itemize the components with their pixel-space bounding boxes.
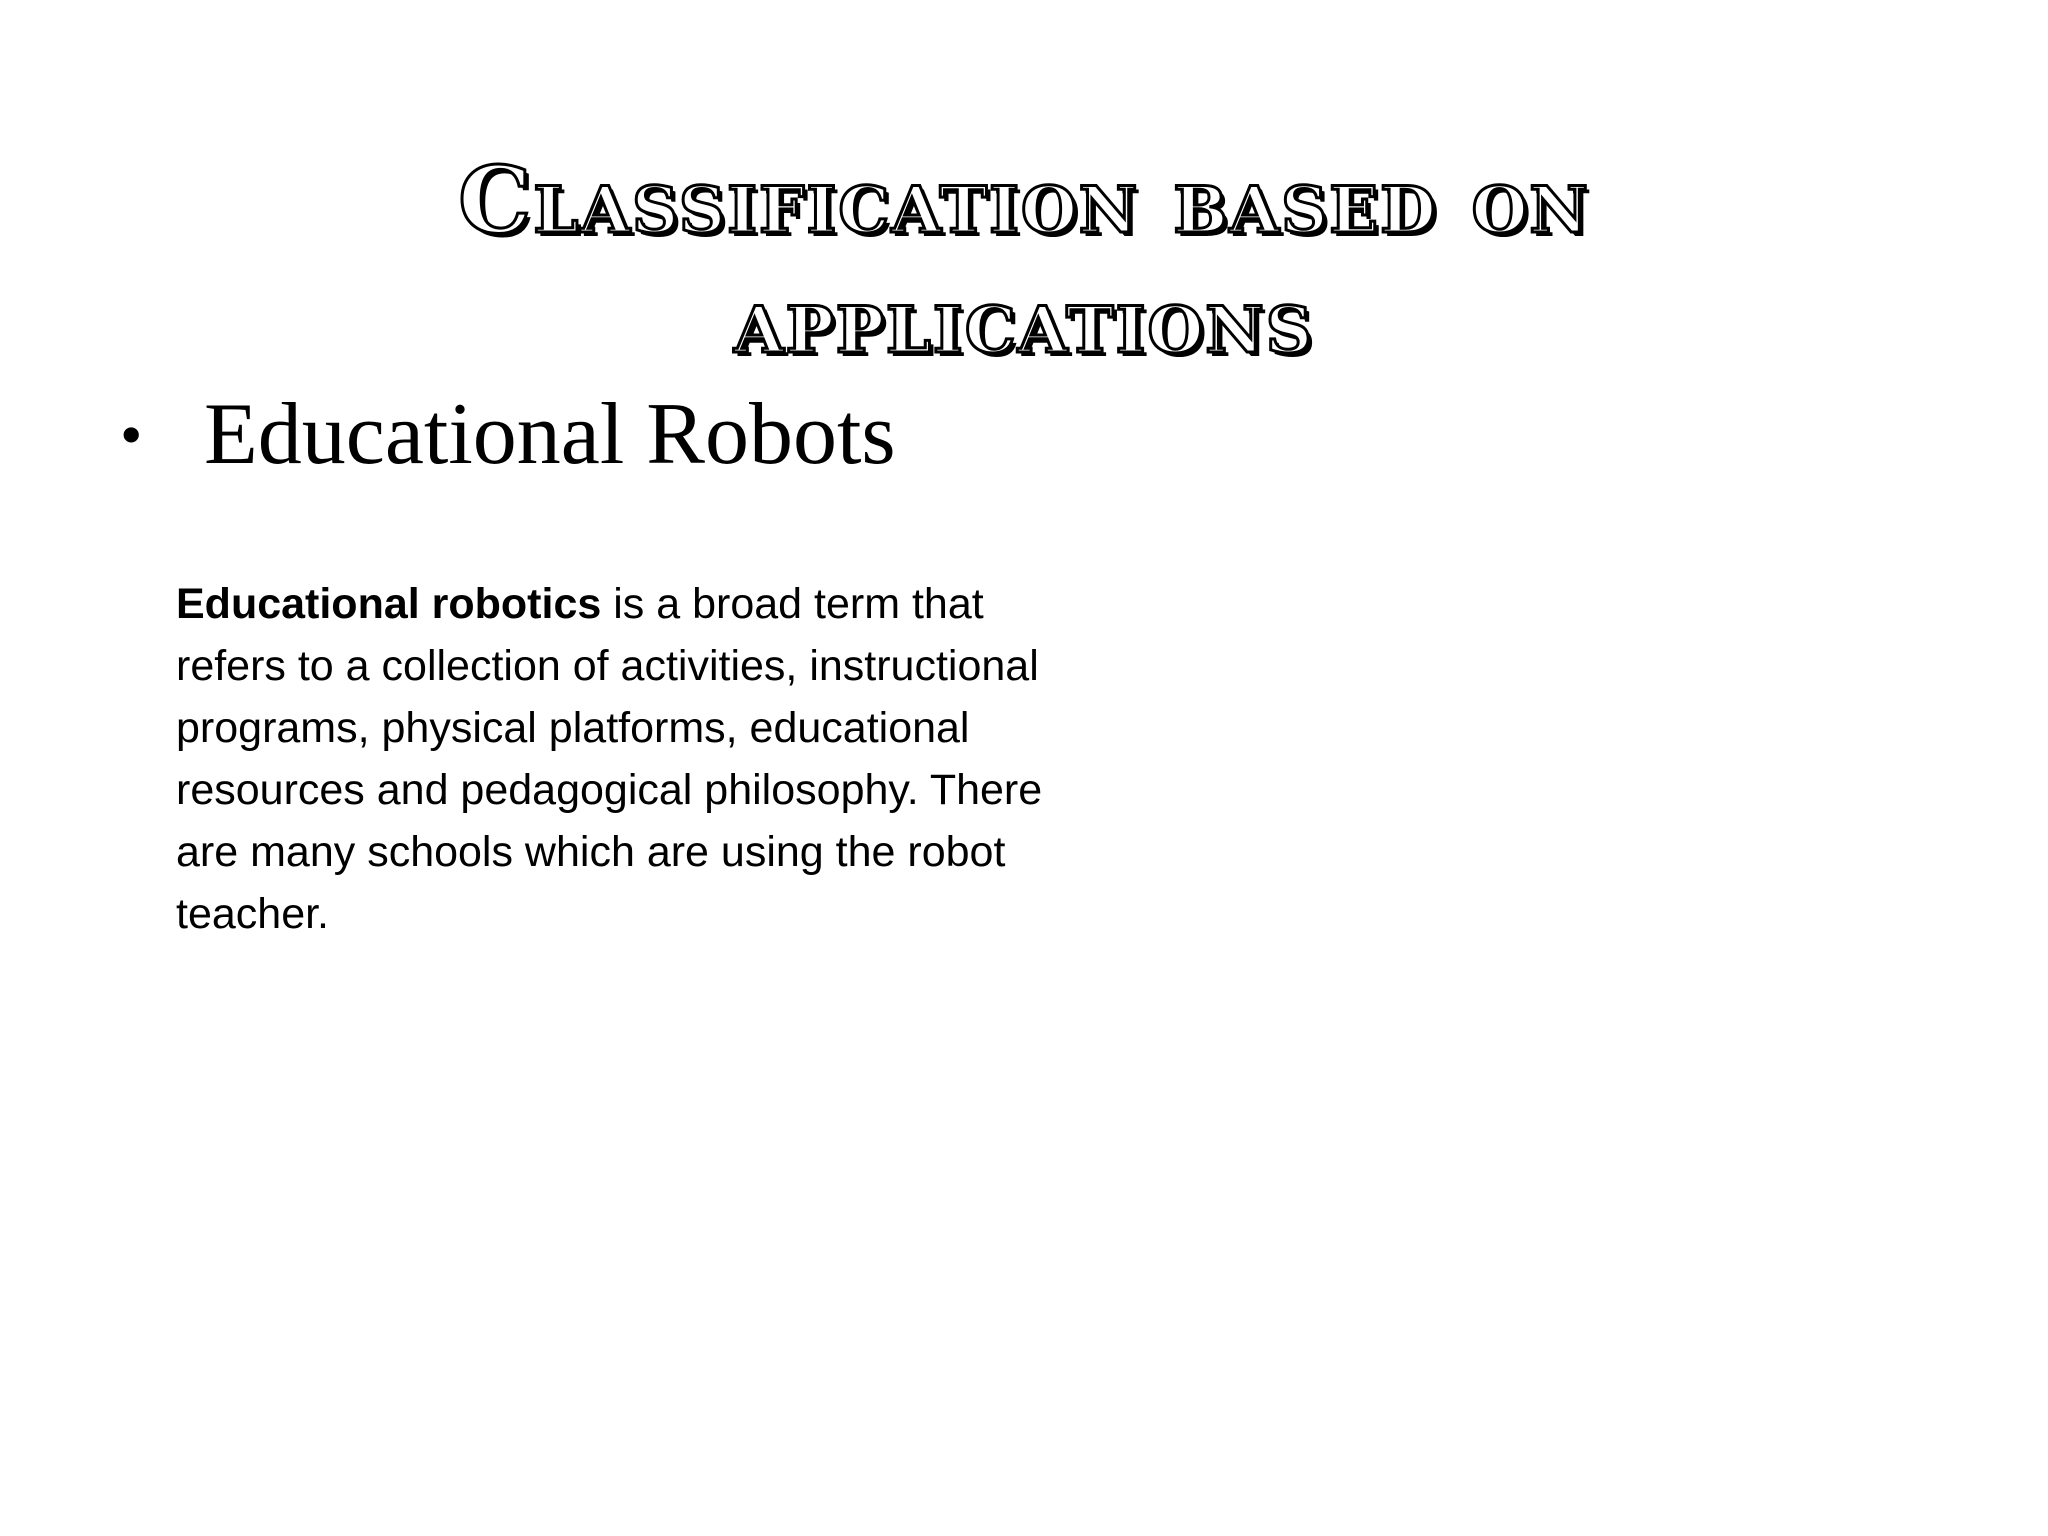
description-body: is a broad term that refers to a collection of activities, instructional programs, physical platforms, educational resources and pedagogical philosophy. There are many schools which are using the robot teacher. xyxy=(176,580,1043,938)
slide-title xyxy=(200,140,1848,380)
description-paragraph xyxy=(176,573,1096,945)
bullet-item xyxy=(120,380,896,490)
description-term: Educational robotics xyxy=(176,580,602,628)
slide-title-line-2: applications xyxy=(734,265,1314,374)
bullet-icon: • xyxy=(120,399,143,470)
slide-title-line-1: Classification based on xyxy=(458,145,1590,254)
bullet-text: Educational Robots xyxy=(204,386,896,483)
